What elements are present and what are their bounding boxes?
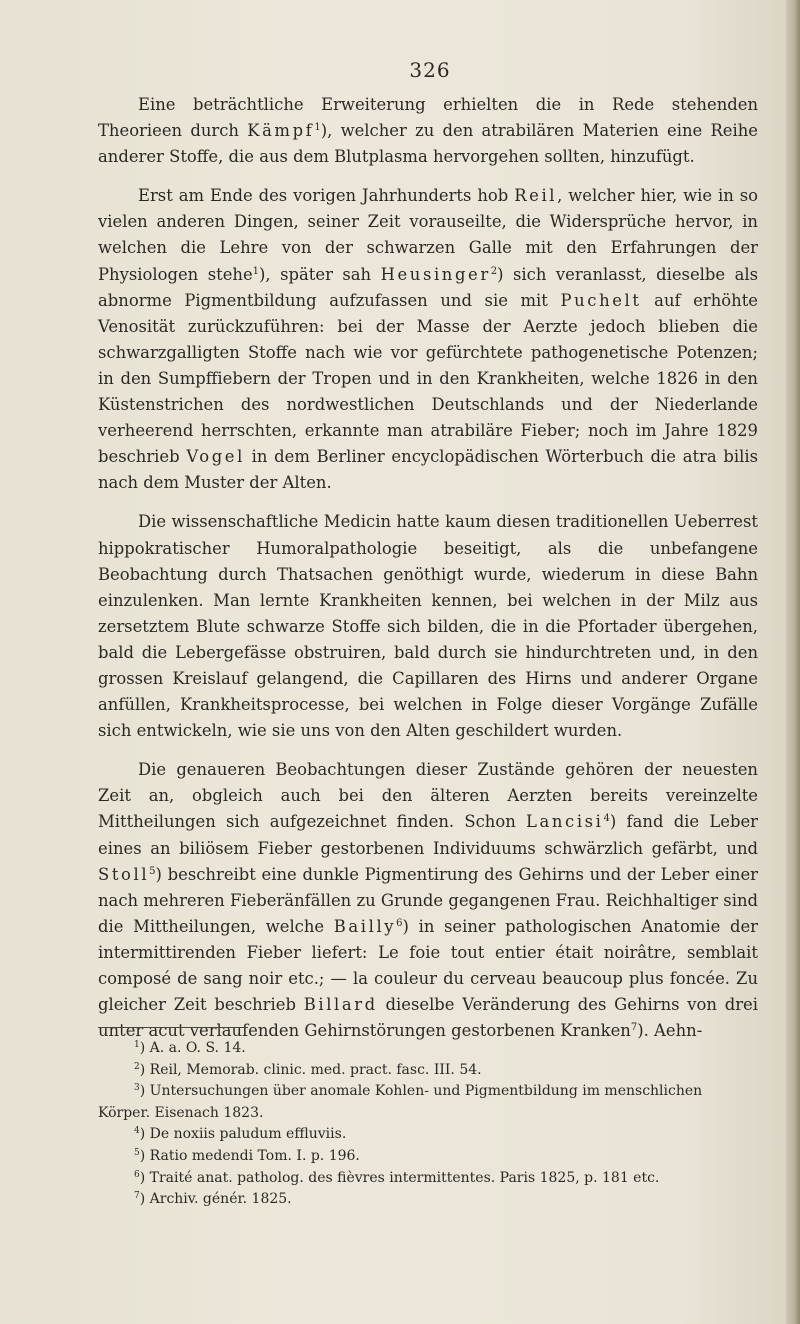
- footnote-text: ) Untersuchungen über anomale Kohlen- und Pigmentbildung im menschlichen Körper. Eisenach 1823.: [98, 1083, 703, 1121]
- footnote: [98, 1189, 758, 1211]
- text-run: ), welcher zu den atrabilären Materien eine Reihe anderer Stoffe, die aus dem Blutplasma hervorgehen sollten, hinzufügt.: [98, 121, 758, 167]
- footnote-ref: 2: [490, 265, 498, 277]
- footnote: [98, 1124, 758, 1146]
- footnote-text: ) Traité anat. patholog. des fièvres intermittentes. Paris 1825, p. 181 etc.: [139, 1169, 660, 1186]
- footnote: [98, 1060, 758, 1082]
- text-run: ) fand die Leber eines an biliösem Fieber gestorbenen Individuums schwärzlich gefärbt, und: [98, 812, 758, 858]
- text-run: auf erhöhte Venosität zurückzuführen: bei der Masse der Aerzte jedoch blieben die schwarzgalligten Stoffe nach wie vor gefürchtete pathogenetische Potenzen; in den Sumpffiebern der Tropen und in den Krankheiten, welche 1826 in den Küstenstrichen des nordwestlichen Deutschlands und der Niederlande verheerend herrschten, erkannte man atrabiläre Fieber; noch im Jahre 1829 beschrieb: [98, 290, 758, 467]
- text-run: ). Aehn-: [637, 1021, 703, 1041]
- text-run: ) beschreibt eine dunkle Pigmentirung des Gehirns und der Leber einer nach mehreren Fieberänfällen zu Grunde gegangenen Frau. Reichhaltiger sind die Mittheilungen, welche: [98, 864, 758, 936]
- spaced-name: Bailly: [333, 916, 397, 936]
- footnote-ref: 7: [630, 1022, 638, 1034]
- footnote-number: 6: [134, 1169, 140, 1180]
- footnotes: [98, 1038, 758, 1211]
- paragraph: [98, 183, 758, 496]
- footnote-ref: 1: [314, 122, 321, 134]
- text-run: , welcher hier, wie in so vielen anderen Dingen, seiner Zeit vorauseilte, die Widersprüche hervor, in welchen die Lehre von der schwarzen Galle mit den Erfahrungen der Physiologen stehe: [98, 186, 759, 284]
- paragraph: [98, 92, 758, 170]
- footnote-number: 3: [134, 1083, 140, 1094]
- text-run: Die genaueren Beobachtungen dieser Zustände gehören der neuesten Zeit an, obgleich auch bei den älteren Aerzten bereits vereinzelte Mittheilungen sich aufgezeichnet finden. Schon: [98, 760, 758, 832]
- text-run: Die wissenschaftliche Medicin hatte kaum diesen traditionellen Ueberrest hippokratischer Humoralpathologie beseitigt, als die unbefangene Beobachtung durch Thatsachen genöthigt wurde, wiederum in diese Bahn einzulenken. Man lernte Krankheiten kennen, bei welchen in der Milz aus zersetztem Blute schwarze Stoffe sich bilden, die in die Pfortader übergehen, bald die Lebergefässe obstruiren, bald durch sie hindurchtreten und, in den grossen Kreislauf gelangend, die Capillaren des Hirns und anderer Organe anfüllen, Krankheitsprocesse, bei welchen in Folge dieser Vorgänge Zufälle sich entwickeln, wie sie uns von den Alten geschildert wurden.: [98, 512, 758, 741]
- page-number: 326: [409, 58, 451, 82]
- text-run: Eine beträchtliche Erweiterung erhielten die in Rede stehenden Theorieen durch: [98, 95, 758, 141]
- footnote-text: ) Reil, Memorab. clinic. med. pract. fasc. III. 54.: [139, 1061, 482, 1078]
- footnote-number: 4: [134, 1126, 140, 1137]
- text-run: dieselbe Veränderung des Gehirns von drei unter acut verlaufenden Gehirnstörungen gestorbenen Kranken: [98, 995, 758, 1041]
- footnote-text: ) De noxiis paludum effluviis.: [139, 1126, 347, 1143]
- spaced-name: Vogel: [186, 447, 245, 467]
- footnote: [98, 1038, 758, 1060]
- text-run: ), später sah: [259, 264, 381, 284]
- paragraph: [98, 509, 758, 744]
- footnote: [98, 1146, 758, 1168]
- spaced-name: Heusinger: [380, 264, 491, 284]
- spaced-name: Lancisi: [526, 812, 604, 832]
- footnote-rule: [98, 1027, 248, 1028]
- spaced-name: Reil: [514, 186, 558, 206]
- footnote-ref: 1: [252, 265, 260, 277]
- spaced-name: Puchelt: [560, 290, 642, 310]
- footnote-text: ) Archiv. génér. 1825.: [139, 1191, 292, 1208]
- footnote-text: ) A. a. O. S. 14.: [139, 1040, 246, 1056]
- footnote: [98, 1168, 758, 1190]
- footnote-ref: 4: [603, 813, 610, 825]
- text-run: Erst am Ende des vorigen Jahrhunderts hob: [138, 186, 515, 206]
- spaced-name: Billard: [303, 995, 378, 1015]
- text-run: ) sich veranlasst, dieselbe als abnorme Pigmentbildung aufzufassen und sie mit: [98, 264, 758, 310]
- footnote-number: 5: [134, 1147, 140, 1158]
- spaced-name: Kämpf: [247, 121, 315, 141]
- footnote-number: 7: [134, 1191, 140, 1202]
- footnote-text: ) Ratio medendi Tom. I. p. 196.: [139, 1147, 360, 1164]
- footnote-ref: 5: [149, 865, 156, 877]
- paragraph: [98, 757, 758, 1044]
- text-run: in dem Berliner encyclopädischen Wörterbuch die atra bilis nach dem Muster der Alten.: [98, 447, 758, 493]
- footnote-ref: 6: [396, 917, 403, 929]
- footnote: [98, 1081, 758, 1124]
- page-edge: [786, 0, 800, 1324]
- spaced-name: Stoll: [98, 864, 150, 884]
- text-run: ) in seiner pathologischen Anatomie der intermittirenden Fieber liefert: Le foie tout entier était noirâtre, semblait composé de sang noir etc.; — la couleur du cerveau beaucoup plus foncée. Zu gleicher Zeit beschrieb: [98, 916, 759, 1015]
- footnote-number: 2: [134, 1061, 140, 1072]
- body-text: [98, 92, 758, 1044]
- footnote-number: 1: [134, 1040, 140, 1050]
